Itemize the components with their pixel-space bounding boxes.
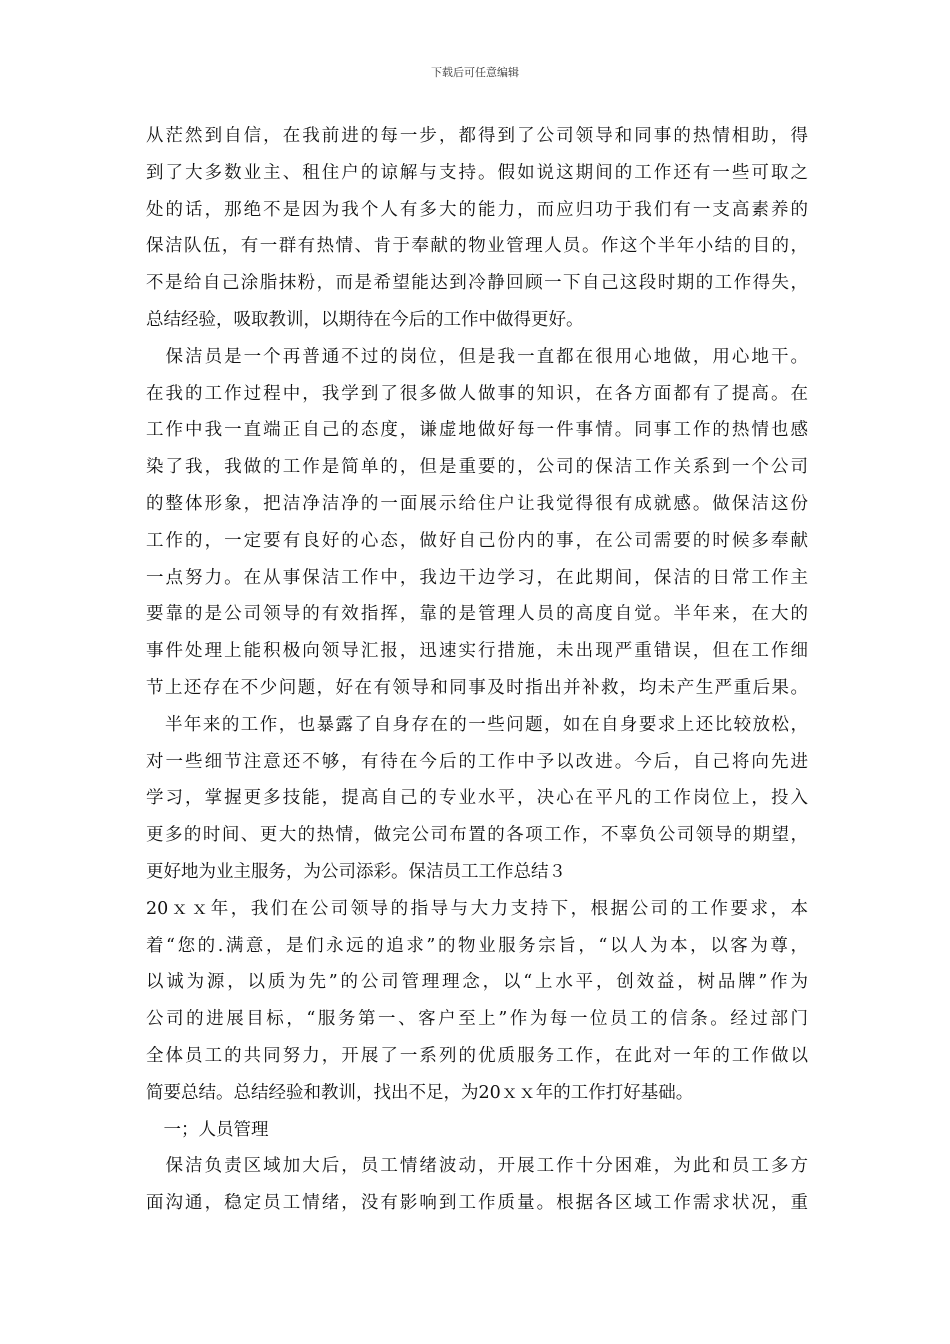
document-body <box>146 118 808 1222</box>
text-line-23: 着“您的.满意，是们永远的追求”的物业服务宗旨，“以人为本，以客为尊， <box>146 935 808 956</box>
text-line-20: 更多的时间、更大的热情，做完公司布置的各项工作，不辜负公司领导的期望， <box>146 825 808 846</box>
text-line-12: 工作的，一定要有良好的心态，做好自己份内的事，在公司需要的时候多奉献 <box>146 530 808 551</box>
section-heading: 一；人员管理 <box>146 1119 269 1140</box>
text-line-26: 全体员工的共同努力，开展了一系列的优质服务工作，在此对一年的工作做以 <box>146 1045 808 1066</box>
page-header: 下载后可任意编辑 <box>431 66 519 79</box>
text-line-29: 保洁负责区域加大后，员工情绪波动，开展工作十分困难，为此和员工多方 <box>146 1156 808 1177</box>
text-line-11: 的整体形象，把洁净洁净的一面展示给住户让我觉得很有成就感。做保洁这份 <box>146 493 808 514</box>
text-line-15: 事件处理上能积极向领导汇报，迅速实行措施，未出现严重错误，但在工作细 <box>146 641 808 662</box>
text-line-7: 保洁员是一个再普通不过的岗位，但是我一直都在很用心地做，用心地干。 <box>146 346 808 367</box>
text-line-25: 公司的进展目标，“服务第一、客户至上”作为每一位员工的信条。经过部门 <box>146 1009 808 1030</box>
text-line-10: 染了我，我做的工作是简单的，但是重要的，公司的保洁工作关系到一个公司 <box>146 457 808 478</box>
text-line-5: 不是给自己涂脂抹粉，而是希望能达到冷静回顾一下自己这段时期的工作得失， <box>146 273 808 294</box>
text-line-16: 节上还存在不少问题，好在有领导和同事及时指出并补救，均未产生严重后果。 <box>146 677 808 698</box>
text-line-1: 从茫然到自信，在我前进的每一步，都得到了公司领导和同事的热情相助，得 <box>146 126 808 146</box>
text-line-8: 在我的工作过程中，我学到了很多做人做事的知识，在各方面都有了提高。在 <box>146 383 808 404</box>
text-line-27: 简要总结。总结经验和教训，找出不足，为20ｘｘ年的工作打好基础。 <box>146 1082 694 1103</box>
text-line-4: 保洁队伍，有一群有热情、肯于奉献的物业管理人员。作这个半年小结的目的， <box>146 236 808 257</box>
text-line-3: 处的话，那绝不是因为我个人有多大的能力，而应归功于我们有一支高素养的 <box>146 199 808 220</box>
text-line-6: 总结经验，吸取教训，以期待在今后的工作中做得更好。 <box>146 309 584 330</box>
text-line-19: 学习，掌握更多技能，提高自己的专业水平，决心在平凡的工作岗位上，投入 <box>146 788 808 809</box>
text-line-14: 要靠的是公司领导的有效指挥，靠的是管理人员的高度自觉。半年来，在大的 <box>146 604 808 625</box>
text-line-2: 到了大多数业主、租住户的谅解与支持。假如说这期间的工作还有一些可取之 <box>146 162 808 183</box>
text-line-9: 工作中我一直端正自己的态度，谦虚地做好每一件事情。同事工作的热情也感 <box>146 420 808 441</box>
text-line-22: 20ｘｘ年，我们在公司领导的指导与大力支持下，根据公司的工作要求，本 <box>146 898 808 919</box>
text-line-21: 更好地为业主服务，为公司添彩。保洁员工工作总结３ <box>146 861 566 882</box>
text-line-24: 以诚为源，以质为先”的公司管理理念，以“上水平，创效益，树品牌”作为 <box>146 972 808 993</box>
text-line-18: 对一些细节注意还不够，有待在今后的工作中予以改进。今后，自己将向先进 <box>146 751 808 772</box>
text-line-13: 一点努力。在从事保洁工作中，我边干边学习，在此期间，保洁的日常工作主 <box>146 567 808 588</box>
text-line-17: 半年来的工作，也暴露了自身存在的一些问题，如在自身要求上还比较放松， <box>146 714 808 735</box>
text-line-30: 面沟通，稳定员工情绪，没有影响到工作质量。根据各区域工作需求状况，重 <box>146 1193 808 1214</box>
